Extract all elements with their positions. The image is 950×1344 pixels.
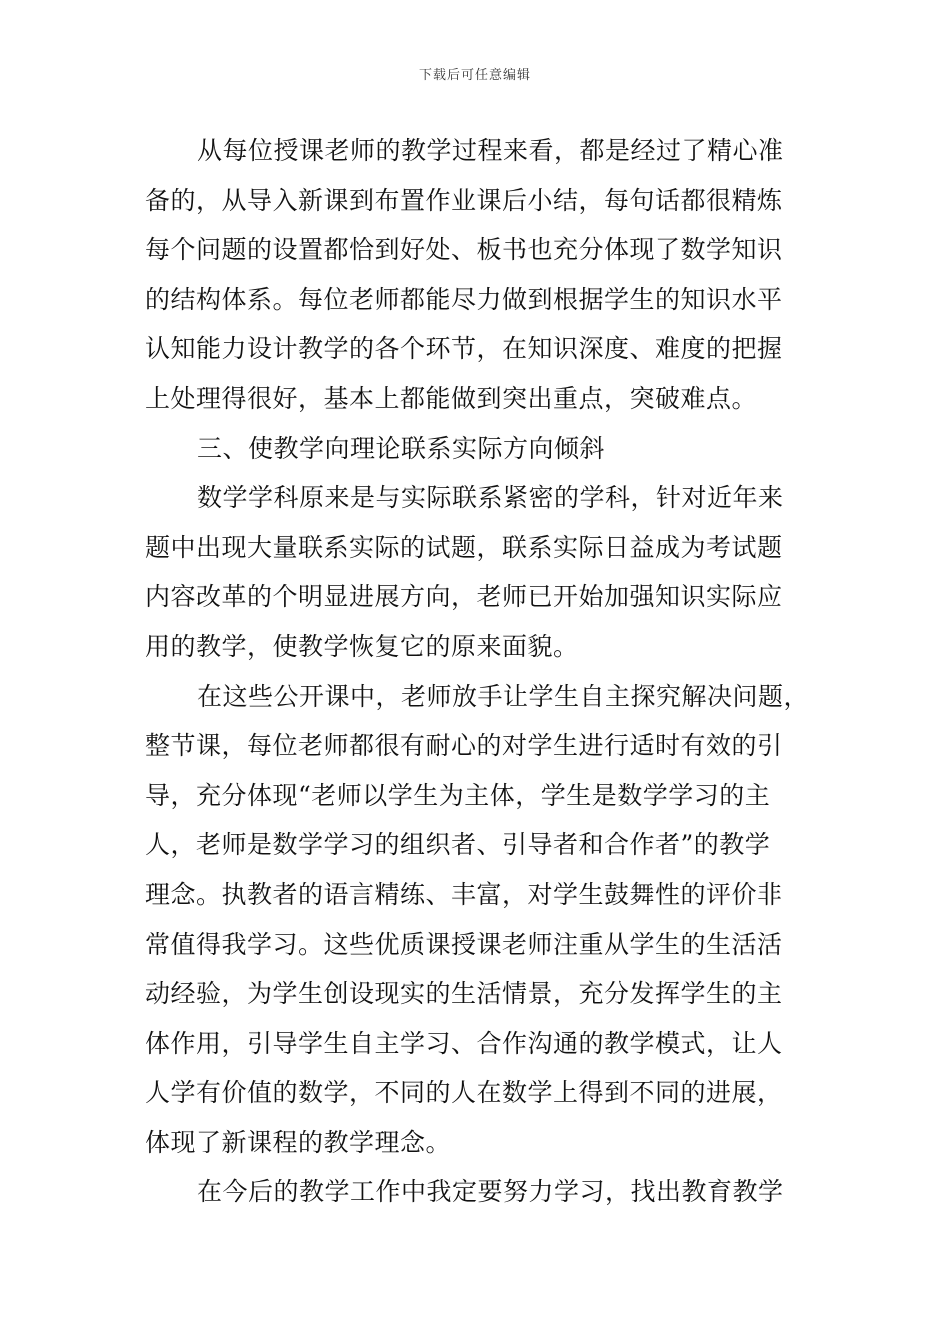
text-line: 人学有价值的数学，不同的人在数学上得到不同的进展， <box>145 1078 783 1108</box>
text-line: 用的教学，使教学恢复它的原来面貌。 <box>145 631 579 661</box>
text-line: 上处理得很好，基本上都能做到突出重点，突破难点。 <box>145 383 758 413</box>
text-line: 从每位授课老师的教学过程来看，都是经过了精心准 <box>197 136 784 165</box>
text-line: 动经验，为学生创设现实的生活情景，充分发挥学生的主 <box>145 979 783 1009</box>
text-line: 认知能力设计教学的各个环节，在知识深度、难度的把握 <box>145 334 783 364</box>
text-line: 整节课，每位老师都很有耐心的对学生进行适时有效的引 <box>145 731 783 761</box>
text-line: 导，充分体现“老师以学生为主体，学生是数学学习的主 <box>145 780 771 810</box>
text-line: 体作用，引导学生自主学习、合作沟通的教学模式，让人 <box>145 1028 783 1058</box>
text-line: 备的，从导入新课到布置作业课后小结，每句话都很精炼 <box>145 185 783 215</box>
section-heading: 三、使教学向理论联系实际方向倾斜 <box>197 433 606 463</box>
text-line: 人，老师是数学学习的组织者、引导者和合作者”的教学 <box>145 830 771 860</box>
page-header: 下载后可任意编辑 <box>418 68 531 83</box>
text-line: 理念。执教者的语言精练、丰富，对学生鼓舞性的评价非 <box>145 879 783 909</box>
text-line: 题中出现大量联系实际的试题，联系实际日益成为考试题 <box>145 532 783 562</box>
text-line: 在今后的教学工作中我定要努力学习，找出教育教学 <box>197 1177 784 1207</box>
text-line: 在这些公开课中，老师放手让学生自主探究解决问题， <box>197 681 810 711</box>
text-line: 内容改革的个明显进展方向，老师已开始加强知识实际应 <box>145 582 783 612</box>
text-line: 数学学科原来是与实际联系紧密的学科，针对近年来 <box>197 483 784 513</box>
text-line: 的结构体系。每位老师都能尽力做到根据学生的知识水平 <box>145 284 783 314</box>
text-line: 体现了新课程的教学理念。 <box>145 1127 452 1157</box>
text-line: 每个问题的设置都恰到好处、板书也充分体现了数学知识 <box>145 235 783 265</box>
text-line: 常值得我学习。这些优质课授课老师注重从学生的生活活 <box>145 929 783 959</box>
document-body <box>145 126 825 1217</box>
